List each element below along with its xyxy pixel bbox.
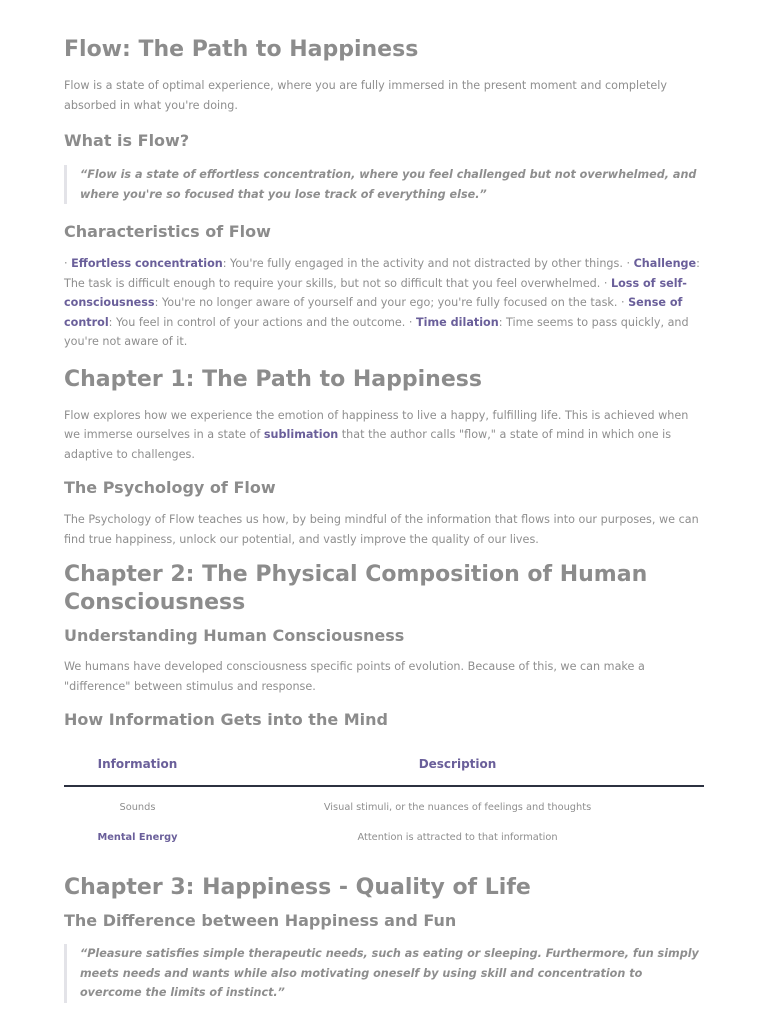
chapter-2-heading: Chapter 2: The Physical Composition of Human Consciousness — [64, 562, 648, 615]
psychology-paragraph: The Psychology of Flow teaches us how, by being mindful of the information that flows into our purposes, we can find true happiness, unlock our potential, and vastly improve the quality of our lives. — [64, 513, 699, 546]
table-row — [64, 822, 704, 852]
section-heading-information: How Information Gets into the Mind — [64, 710, 388, 729]
table-header-information: Information — [64, 743, 211, 786]
intro-paragraph: Flow is a state of optimal experience, where you are fully immersed in the present moment and completely absorbed in what you're doing. — [64, 79, 667, 112]
table-header-description: Description — [211, 743, 704, 786]
table-cell: Attention is attracted to that information — [357, 831, 558, 843]
section-heading-happiness-vs-fun: The Difference between Happiness and Fun — [64, 911, 457, 930]
flow-quote: “Flow is a state of effortless concentration, where you feel challenged but not overwhelmed, and where you're so focused that you lose track of everything else.” — [64, 165, 704, 204]
pleasure-quote: “Pleasure satisfies simple therapeutic needs, such as eating or sleeping. Furthermore, fun simply meets needs and wants while also motivating oneself by using skill and concentration to overcome the limits of instinct.” — [64, 944, 704, 1003]
term-sense-of-control: Sense of control — [64, 296, 683, 329]
consciousness-paragraph: We humans have developed consciousness specific points of evolution. Because of this, we can make a "difference" between stimulus and response. — [64, 660, 645, 693]
chapter-1-paragraph: Flow explores how we experience the emotion of happiness to live a happy, fulfilling life. This is achieved when we immerse ourselves in a state of sublimation that the author calls "flow," a state of mind in which one is adaptive to challenges. — [64, 408, 689, 461]
term-effortless-concentration: Effortless concentration — [71, 257, 223, 270]
table-row — [64, 786, 704, 822]
term-loss-of-self-consciousness: Loss of self-consciousness — [64, 276, 687, 309]
chapter-1-heading: Chapter 1: The Path to Happiness — [64, 366, 482, 392]
section-heading-psychology-of-flow: The Psychology of Flow — [64, 478, 276, 497]
chapter-3-heading: Chapter 3: Happiness - Quality of Life — [64, 875, 531, 900]
page-title: Flow: The Path to Happiness — [64, 37, 419, 62]
characteristics-paragraph: · Effortless concentration: You're fully engaged in the activity and not distracted by other things. · Challenge: The task is difficult enough to require your skills, but not so difficult that you feel overwhelmed. · Loss of self-consciousness: You're no longer aware of yourself and your ego; you're fully focused on the task. · Sense of control: You feel in control of your actions and the outcome. · Time dilation: Time seems to pass quickly, and you're not aware of it. — [64, 257, 700, 348]
section-heading-characteristics: Characteristics of Flow — [64, 222, 271, 241]
table-cell: Visual stimuli, or the nuances of feelings and thoughts — [323, 801, 592, 813]
term-challenge: Challenge — [633, 257, 697, 270]
term-time-dilation: Time dilation — [416, 315, 499, 329]
section-heading-understanding-consciousness: Understanding Human Consciousness — [64, 626, 405, 645]
information-table — [64, 743, 704, 852]
term-sublimation: sublimation — [263, 428, 339, 441]
section-heading-what-is-flow: What is Flow? — [64, 131, 190, 150]
table-cell: Sounds — [119, 801, 156, 813]
table-cell: Mental Energy — [97, 831, 178, 843]
